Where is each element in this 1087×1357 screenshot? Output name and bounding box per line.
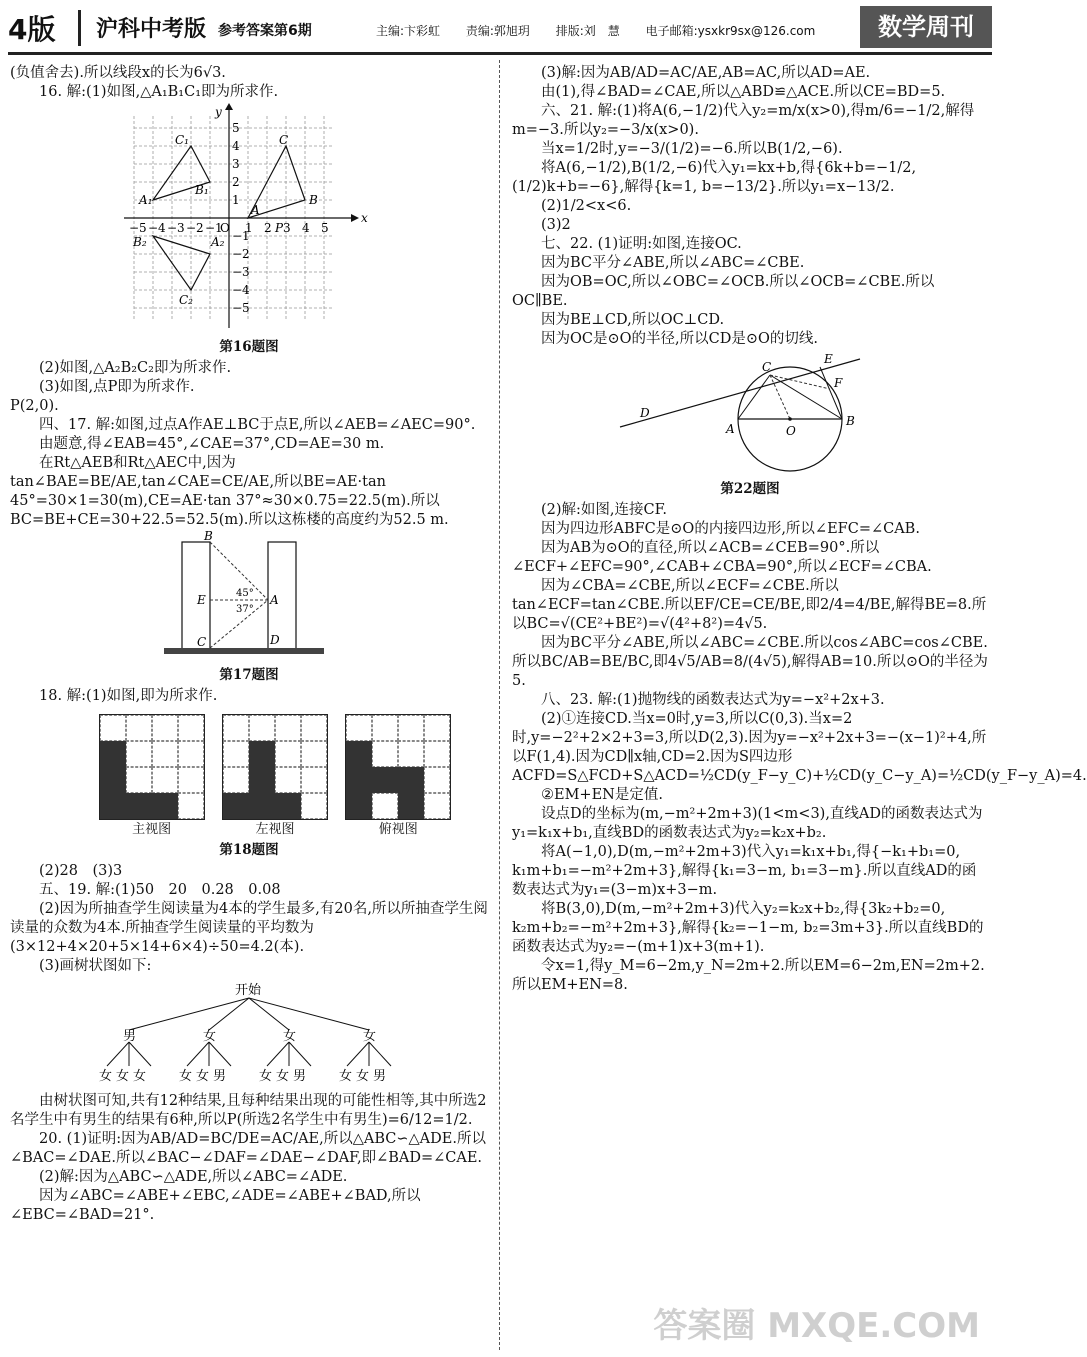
answer-text: 当x=1/2时,y=−3/(1/2)=−6.所以B(1/2,−6). bbox=[541, 141, 843, 157]
answer-text: 七、22. (1)证明:如图,连接OC. bbox=[541, 236, 742, 252]
staff-responsible-editor: 责编:郭旭玥 bbox=[465, 24, 530, 38]
tree-node: 男 bbox=[123, 1029, 137, 1044]
tick-label: −4 bbox=[148, 221, 166, 235]
point-label: A₂ bbox=[211, 235, 225, 249]
header-rule bbox=[8, 52, 992, 55]
point-label: C bbox=[197, 635, 207, 649]
point-label: B bbox=[846, 414, 855, 428]
answer-text: 设点D的坐标为(m,−m²+2m+3)(1<m<3),直线AD的函数表达式为y₁=k₁x+b₁,直线BD的函数表达式为y₂=k₂x+b₂. bbox=[512, 806, 983, 841]
answer-text: (3)画树状图如下: bbox=[39, 958, 152, 974]
figure-caption: 第17题图 bbox=[219, 667, 279, 683]
watermark: 答案圈 MXQE.COM bbox=[653, 1306, 980, 1346]
tick-label: −5 bbox=[129, 221, 147, 235]
tree-root: 开始 bbox=[235, 983, 262, 998]
triangle-a2b2c2 bbox=[153, 236, 210, 290]
answer-text: ②EM+EN是定值. bbox=[541, 787, 663, 803]
answer-text: 将A(6,−1/2),B(1/2,−6)代入y₁=kx+b,得{6k+b=−1/2, (1/2)k+b=−6},解得{k=1, b=−13/2}.所以y₁=x−13/2. bbox=[512, 160, 917, 195]
staff-email: 电子邮箱:ysxkr9sx@126.com bbox=[645, 24, 816, 38]
answer-text: 所以EM+EN=8. bbox=[512, 977, 628, 993]
tick-label: 4 bbox=[302, 221, 310, 235]
answer-text: 因为BC平分∠ABE,所以∠ABC=∠CBE. bbox=[541, 255, 805, 271]
right-column bbox=[512, 64, 1087, 995]
tick-label: 2 bbox=[264, 221, 272, 235]
answer-text: 四、17. 解:如图,过点A作AE⊥BC于点E,所以∠AEB=∠AEC=90°. bbox=[39, 417, 476, 433]
newspaper-header bbox=[8, 6, 992, 50]
view-label: 俯视图 bbox=[378, 822, 418, 837]
tick-label: −3 bbox=[167, 221, 185, 235]
answer-text: 六、21. 解:(1)将A(6,−1/2)代入y₂=m/x(x>0),得m/6=−1/2,解得m=−3.所以y₂=−3/x(x>0). bbox=[512, 103, 975, 138]
answer-text: 因为∠ABC=∠ABE+∠EBC,∠ADE=∠ABE+∠BAD,所以∠EBC=∠BAD=21°. bbox=[10, 1188, 421, 1223]
y-axis-label: y bbox=[215, 105, 222, 119]
front-view bbox=[99, 714, 205, 839]
answer-text: (2)解:因为△ABC∽△ADE,所以∠ABC=∠ADE. bbox=[39, 1169, 348, 1185]
answer-text: 因为∠CBA=∠CBE,所以∠ECF=∠CBE.所以tan∠ECF=tan∠CBE.所以EF/CE=CE/BE,即2/4=4/BE,解得BE=8.所以BC=√(CE²+BE²)=√(4²+8²)=4√5. bbox=[512, 578, 987, 632]
header-divider bbox=[78, 10, 81, 46]
point-label: A bbox=[251, 203, 260, 217]
tree-leaves: 女女男 bbox=[179, 1069, 231, 1084]
answer-text: 因为OB=OC,所以∠OBC=∠OCB.所以∠OCB=∠CBE.所以OC∥BE. bbox=[512, 274, 935, 309]
answer-text: (2)如图,△A₂B₂C₂即为所求作. bbox=[39, 360, 232, 376]
view-grid bbox=[99, 714, 205, 820]
column-divider bbox=[499, 60, 500, 1350]
figure-22-circle bbox=[620, 353, 880, 478]
tree-node: 女 bbox=[203, 1029, 217, 1044]
tree-node: 女 bbox=[283, 1029, 297, 1044]
view-grid bbox=[345, 714, 451, 820]
view-label: 主视图 bbox=[132, 822, 172, 837]
reference-title: 参考答案第6期 bbox=[218, 23, 312, 39]
point-label: B₂ bbox=[133, 235, 147, 249]
figure-18-views bbox=[90, 714, 460, 839]
point-label: E bbox=[197, 593, 206, 607]
answer-text: (2)因为所抽查学生阅读量为4本的学生最多,有20名,所以所抽查学生阅读量的众数为4本.所抽查学生阅读量的平均数为(3×12+4×20+5×14+6×4)÷50=4.2(本). bbox=[10, 901, 488, 955]
point-label: A₁ bbox=[139, 193, 153, 207]
tick-label: −4 bbox=[232, 283, 250, 297]
angle-label: 45° bbox=[236, 588, 254, 599]
answer-text: P(2,0). bbox=[10, 398, 59, 414]
answer-text: 由树状图可知,共有12种结果,且每种结果出现的可能性相等,其中所选2名学生中有男生的结果有6种,所以P(所选2名学生中有男生)=6/12=1/2. bbox=[10, 1093, 487, 1128]
answer-text: (2)解:如图,连接CF. bbox=[541, 502, 668, 518]
point-label: O bbox=[786, 424, 796, 438]
point-label: B₁ bbox=[195, 183, 209, 197]
tick-label: 5 bbox=[232, 121, 240, 135]
tick-label: −1 bbox=[232, 229, 250, 243]
answer-text: 八、23. 解:(1)抛物线的函数表达式为y=−x²+2x+3. bbox=[541, 692, 885, 708]
figure-caption: 第22题图 bbox=[720, 481, 780, 497]
answer-text: 因为AB为⊙O的直径,所以∠ACB=∠CEB=90°.所以∠ECF+∠EFC=90°,∠CAB+∠CBA=90°,所以∠ECF=∠CBA. bbox=[512, 540, 932, 575]
answer-text: (3)如图,点P即为所求作. bbox=[39, 379, 195, 395]
tick-label: 1 bbox=[232, 193, 240, 207]
point-label: A bbox=[270, 593, 279, 607]
tick-label: 1 bbox=[245, 221, 253, 235]
answer-text: 16. 解:(1)如图,△A₁B₁C₁即为所求作. bbox=[39, 84, 279, 100]
figure-caption: 第18题图 bbox=[219, 842, 279, 858]
point-label: E bbox=[824, 352, 833, 366]
point-label: D bbox=[270, 633, 280, 647]
answer-text: 由(1),得∠BAD=∠CAE,所以△ABD≌△ACE.所以CE=BD=5. bbox=[541, 84, 946, 100]
tick-label: −2 bbox=[232, 247, 250, 261]
answer-text: 将A(−1,0),D(m,−m²+2m+3)代入y₁=k₁x+b₁,得{−k₁+b₁=0, k₁m+b₁=−m²+2m+3},解得{k₁=3−m, b₁=3−m}.所以直线AD的函数表达式为y₁=(3−m)x+3−m. bbox=[512, 844, 977, 898]
answer-text: 五、19. 解:(1)50 20 0.28 0.08 bbox=[39, 882, 281, 898]
view-grid bbox=[222, 714, 328, 820]
point-label: B bbox=[309, 193, 318, 207]
tick-label: −2 bbox=[186, 221, 204, 235]
tree-leaves: 女女男 bbox=[259, 1069, 311, 1084]
staff-editor: 主编:卞彩虹 bbox=[376, 24, 441, 38]
tick-label: 3 bbox=[232, 157, 240, 171]
figure-caption: 第16题图 bbox=[219, 339, 279, 355]
tree-diagram bbox=[89, 980, 409, 1090]
answer-text: (2)①连接CD.当x=0时,y=3,所以C(0,3).当x=2时,y=−2²+2×2+3=3,所以D(2,3).因为y=−x²+2x+3=−(x−1)²+4,所以F(1,4).因为CD∥x轴,CD=2.因为S四边形ACFD=S△FCD+S△ACD=½CD(y_F−y_C)+½CD(y_C−y_A)=½CD(y_F−y_A)=4. bbox=[512, 711, 1087, 784]
answer-text: 因为四边形ABFC是⊙O的内接四边形,所以∠EFC=∠CAB. bbox=[541, 521, 920, 537]
point-label: C₁ bbox=[175, 133, 189, 147]
answer-text: 在Rt△AEB和Rt△AEC中,因为tan∠BAE=BE/AE,tan∠CAE=CE/AE,所以BE=AE·tan 45°=30×1=30(m),CE=AE·tan 37°≈30×0.75=22.5(m).所以BC=BE+CE=30+22.5=52.5(m).所以这栋楼的高度约为52.5 m. bbox=[10, 455, 449, 528]
staff-list bbox=[376, 22, 837, 39]
left-view bbox=[222, 714, 328, 839]
point-label: B bbox=[204, 529, 213, 543]
figure-16-coordinate-grid bbox=[119, 106, 379, 336]
answer-text: 因为OC是⊙O的半径,所以CD是⊙O的切线. bbox=[541, 331, 818, 347]
tick-label: −3 bbox=[232, 265, 250, 279]
view-label: 左视图 bbox=[255, 822, 295, 837]
tick-label: −1 bbox=[205, 221, 223, 235]
edition-name: 沪科中考版 bbox=[96, 17, 207, 42]
figure-17-buildings bbox=[164, 529, 334, 664]
answer-text: (2)28 (3)3 bbox=[39, 863, 123, 879]
tick-label: −5 bbox=[232, 301, 250, 315]
answer-text: 由题意,得∠EAB=45°,∠CAE=37°,CD=AE=30 m. bbox=[39, 436, 385, 452]
tick-label: 2 bbox=[232, 175, 240, 189]
tick-label: 3 bbox=[283, 221, 291, 235]
staff-layout: 排版:刘 慧 bbox=[555, 24, 620, 38]
left-column bbox=[10, 64, 488, 1225]
point-label: C bbox=[279, 133, 289, 147]
answer-text: (3)解:因为AB/AD=AC/AE,AB=AC,所以AD=AE. bbox=[541, 65, 871, 81]
point-label: P bbox=[275, 221, 284, 235]
point-label: A bbox=[726, 422, 735, 436]
point-label: C bbox=[762, 360, 772, 374]
answer-text: 因为BE⊥CD,所以OC⊥CD. bbox=[541, 312, 725, 328]
point-label: D bbox=[640, 406, 650, 420]
angle-label: 37° bbox=[236, 604, 254, 615]
top-view bbox=[345, 714, 451, 839]
x-axis-label: x bbox=[361, 211, 368, 225]
brand-logo: 数学周刊 bbox=[860, 6, 992, 48]
answer-text: (3)2 bbox=[541, 217, 571, 233]
answer-text: (2)1/2<x<6. bbox=[541, 198, 632, 214]
answer-text: 18. 解:(1)如图,即为所求作. bbox=[39, 688, 218, 704]
tree-leaves: 女女女 bbox=[99, 1069, 151, 1084]
tree-node: 女 bbox=[363, 1029, 377, 1044]
point-label: F bbox=[834, 376, 843, 390]
answer-text: (负值舍去).所以线段x的长为6√3. bbox=[10, 65, 226, 81]
answer-text: 20. (1)证明:因为AB/AD=BC/DE=AC/AE,所以△ABC∽△ADE.所以∠BAC=∠DAE.所以∠BAC−∠DAF=∠DAE−∠DAF,即∠BAD=∠CAE. bbox=[10, 1131, 486, 1166]
tree-leaves: 女女男 bbox=[339, 1069, 391, 1084]
answer-text: 因为BC平分∠ABE,所以∠ABC=∠CBE.所以cos∠ABC=cos∠CBE.所以BC/AB=BE/BC,即4√5/AB=8/(4√5),解得AB=10.所以⊙O的半径为5. bbox=[512, 635, 988, 689]
tick-label: O bbox=[220, 221, 230, 235]
point-label: C₂ bbox=[179, 293, 193, 307]
tick-label: 4 bbox=[232, 139, 240, 153]
answer-text: 令x=1,得y_M=6−2m,y_N=2m+2.所以EM=6−2m,EN=2m+2. bbox=[541, 958, 985, 974]
edition-number: 4版 bbox=[8, 13, 56, 46]
answer-text: 将B(3,0),D(m,−m²+2m+3)代入y₂=k₂x+b₂,得{3k₂+b₂=0, k₂m+b₂=−m²+2m+3},解得{k₂=−1−m, b₂=3m+3}.所以直线BD的函数表达式为y₂=−(m+1)x+3(m+1). bbox=[512, 901, 984, 955]
tick-label: 5 bbox=[321, 221, 329, 235]
